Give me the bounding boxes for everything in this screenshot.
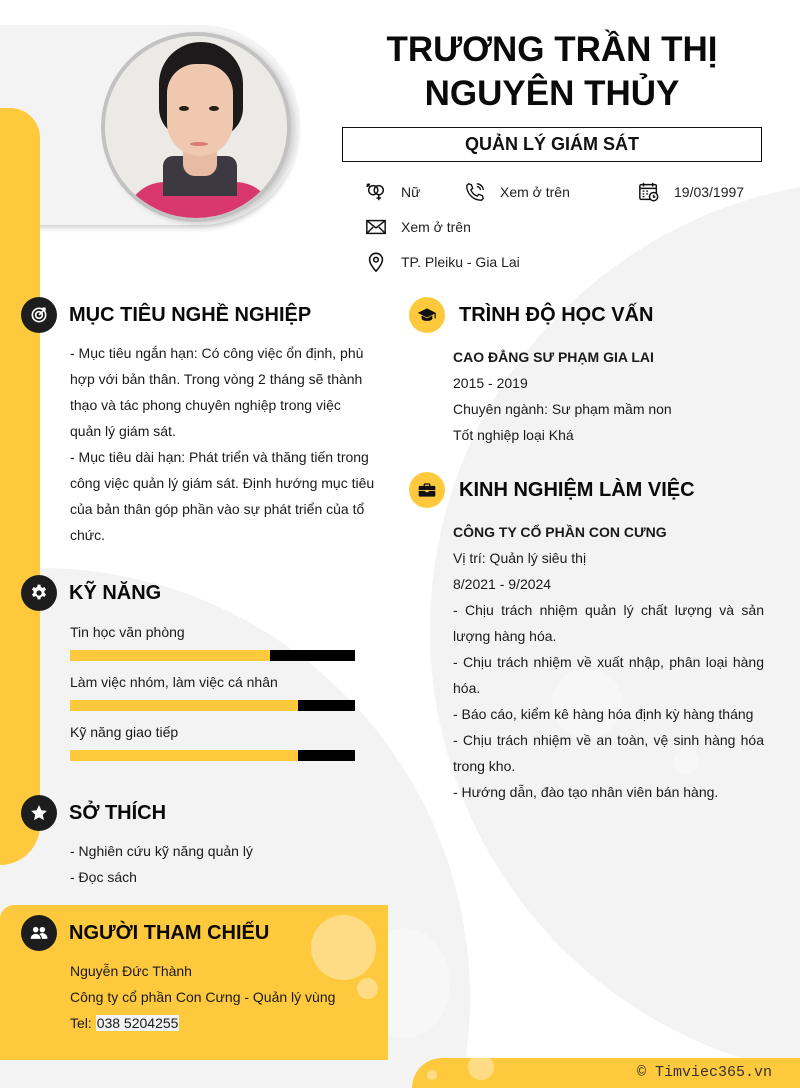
gender-icon — [365, 181, 387, 203]
objective-short-term: - Mục tiêu ngắn hạn: Có công việc ổn định, phù hợp với bản thân. Trong vòng 2 tháng sẽ thành thạo và tác phong chuyên nghiệp trong việc quản lý giám sát. — [70, 345, 364, 439]
duty-item: - Chịu trách nhiệm về an toàn, vệ sinh hàng hóa trong kho. — [453, 732, 764, 774]
objective-long-term: - Mục tiêu dài hạn: Phát triển và thăng tiến trong công việc quản lý giám sát. Định hướng mục tiêu của bản thân góp phần vào sự phát triển của tổ chức. — [70, 449, 375, 543]
skill-label: Tin học văn phòng — [70, 624, 185, 640]
section-experience-header — [409, 472, 695, 508]
section-title: SỞ THÍCH — [69, 801, 167, 824]
contact-email — [365, 216, 471, 238]
accent-sidebar-bar — [0, 108, 40, 865]
skill-label: Kỹ năng giao tiếp — [70, 724, 179, 740]
experience-position: Vị trí: Quản lý siêu thị — [453, 550, 587, 566]
avatar — [101, 32, 291, 222]
star-icon — [29, 803, 49, 823]
profile-photo — [105, 36, 287, 218]
users-icon — [29, 923, 49, 943]
section-objective-header — [21, 297, 311, 333]
email-value: Xem ở trên — [401, 219, 471, 235]
section-title: TRÌNH ĐỘ HỌC VẤN — [459, 303, 654, 326]
duty-item: - Chịu trách nhiệm về xuất nhập, phân loại hàng hóa. — [453, 654, 764, 696]
skill-label: Làm việc nhóm, làm việc cá nhân — [70, 674, 278, 690]
education-major: Chuyên ngành: Sư phạm mầm non — [453, 401, 672, 417]
birthday-value: 19/03/1997 — [674, 184, 745, 200]
gender-value: Nữ — [401, 184, 421, 200]
reference-company: Công ty cổ phần Con Cưng - Quản lý vùng — [70, 989, 336, 1005]
phone-value: Xem ở trên — [500, 184, 570, 200]
gear-icon — [29, 583, 49, 603]
job-title: QUẢN LÝ GIÁM SÁT — [342, 127, 762, 162]
section-title: NGƯỜI THAM CHIẾU — [69, 921, 270, 944]
reference-tel — [70, 1010, 380, 1036]
skill-item — [70, 672, 355, 711]
education-details — [453, 344, 773, 448]
skill-progress-fill — [70, 700, 298, 711]
candidate-name — [342, 28, 762, 116]
skill-progress-bar — [70, 750, 355, 761]
section-reference-header — [21, 915, 269, 951]
briefcase-icon — [417, 480, 437, 500]
name-line-2: NGUYÊN THỦY — [424, 74, 680, 113]
target-icon — [29, 305, 49, 325]
contact-gender — [365, 181, 420, 203]
graduation-cap-icon — [417, 305, 437, 325]
footer-bar — [412, 1058, 800, 1088]
hobby-item: - Nghiên cứu kỹ năng quản lý — [70, 843, 253, 859]
tel-label: Tel: — [70, 1015, 96, 1031]
reference-name: Nguyễn Đức Thành — [70, 963, 192, 979]
duty-item: - Hướng dẫn, đào tạo nhân viên bán hàng. — [453, 784, 719, 800]
copyright-text: © Timviec365.vn — [636, 1064, 772, 1081]
school-name: CAO ĐẲNG SƯ PHẠM GIA LAI — [453, 349, 654, 365]
contact-birthday — [638, 181, 744, 203]
hobbies-list — [70, 838, 375, 890]
duty-item: - Chịu trách nhiệm quản lý chất lượng và sản lượng hàng hóa. — [453, 602, 764, 644]
experience-details — [453, 519, 764, 805]
reference-details — [70, 958, 380, 1036]
skill-item — [70, 622, 355, 661]
section-hobbies-header — [21, 795, 166, 831]
section-education-header — [409, 297, 653, 333]
hobby-item: - Đọc sách — [70, 869, 137, 885]
name-line-1: TRƯƠNG TRẦN THỊ — [386, 30, 718, 69]
education-period: 2015 - 2019 — [453, 375, 528, 391]
location-pin-icon — [365, 251, 387, 273]
address-value: TP. Pleiku - Gia Lai — [401, 254, 520, 270]
duty-item: - Báo cáo, kiểm kê hàng hóa định kỳ hàng tháng — [453, 706, 754, 722]
phone-icon — [464, 181, 486, 203]
skill-progress-bar — [70, 700, 355, 711]
email-icon — [365, 216, 387, 238]
education-grade: Tốt nghiệp loại Khá — [453, 427, 574, 443]
section-skills-header — [21, 575, 161, 611]
tel-number: 038 5204255 — [96, 1015, 179, 1031]
skill-item — [70, 722, 355, 761]
objective-text — [70, 340, 375, 548]
section-title: MỤC TIÊU NGHỀ NGHIỆP — [69, 303, 312, 326]
skill-progress-fill — [70, 750, 298, 761]
contact-address — [365, 251, 520, 273]
skill-progress-bar — [70, 650, 355, 661]
section-title: KỸ NĂNG — [69, 581, 162, 604]
experience-period: 8/2021 - 9/2024 — [453, 576, 552, 592]
calendar-icon — [638, 181, 660, 203]
contact-phone — [464, 181, 570, 203]
skill-progress-fill — [70, 650, 270, 661]
section-title: KINH NGHIỆM LÀM VIỆC — [459, 478, 695, 501]
company-name: CÔNG TY CỔ PHẦN CON CƯNG — [453, 524, 667, 540]
